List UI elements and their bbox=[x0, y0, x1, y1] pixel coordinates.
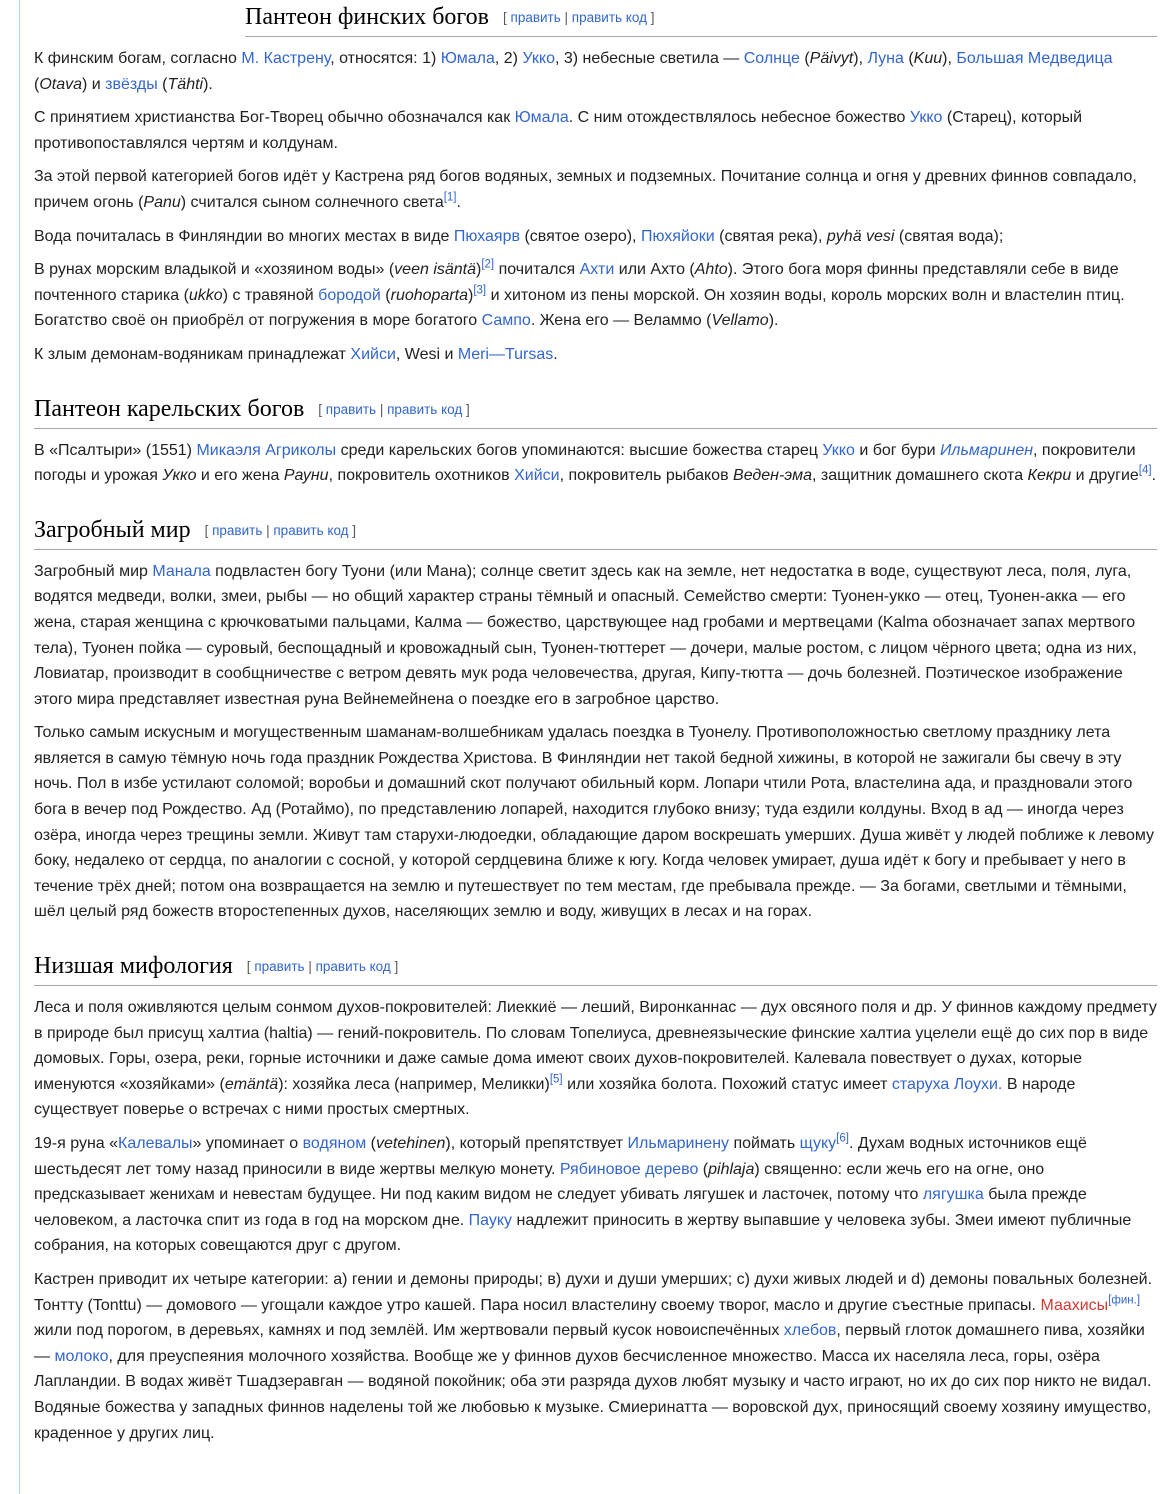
wiki-link[interactable]: Укко bbox=[909, 109, 943, 127]
foreign-term: Vellamo bbox=[711, 312, 769, 330]
foreign-term: Tähti bbox=[167, 75, 204, 93]
edit-bracket-open: [ bbox=[246, 959, 255, 975]
paragraph: К финским богам, согласно М. Кастрену, относятся: 1) Юмала, 2) Укко, 3) небесные светила — Солнце (Päivyt), Луна (Kuu), Большая Медведица (Otava) и звёзды (Tähti). bbox=[34, 50, 1113, 93]
edit-separator: | bbox=[376, 401, 388, 417]
paragraph: В рунах морским владыкой и «хозяином воды» (veen isäntä)[2] почитался Ахти или Ахто (Ahto). Этого бога моря финны представляли себе в виде почтенного старика (ukko) с травяной бородой (ruohoparta)[3] и хитоном из пены морской. Он хозяин воды, король морских волн и властелин птиц. Богатство своё он приобрёл от погружения в море богатого Сампо. Жена его — Веламмо (Vellamo). bbox=[34, 258, 1125, 330]
wiki-link[interactable]: Большая Медведица bbox=[956, 50, 1113, 67]
wiki-link[interactable]: Укко bbox=[522, 50, 555, 67]
reference-link[interactable]: [1] bbox=[443, 191, 457, 204]
foreign-term: vetehinen bbox=[376, 1135, 446, 1152]
wiki-link[interactable]: Калевалы bbox=[118, 1135, 193, 1152]
edit-link[interactable]: править bbox=[510, 10, 561, 25]
foreign-term: ruohoparta bbox=[390, 286, 469, 304]
edit-separator: | bbox=[304, 959, 316, 975]
wiki-link[interactable]: Юмала bbox=[514, 109, 569, 127]
wiki-link[interactable]: водяном bbox=[302, 1135, 367, 1152]
edit-separator: | bbox=[262, 522, 274, 538]
wiki-link[interactable]: Манала bbox=[152, 562, 211, 580]
foreign-term: Кекри bbox=[1027, 467, 1072, 485]
reference-link[interactable]: [3] bbox=[473, 284, 487, 297]
wiki-link[interactable]: Ильмаринен bbox=[939, 441, 1034, 459]
section-title: Пантеон карельских богов bbox=[34, 395, 305, 422]
section-title: Низшая мифология bbox=[34, 953, 233, 980]
reference-link[interactable]: [2] bbox=[481, 258, 495, 271]
wiki-link[interactable]: Хийси bbox=[514, 467, 560, 485]
section-title: Загробный мир bbox=[34, 516, 191, 543]
edit-bracket-close: ] bbox=[462, 401, 470, 417]
paragraph: С принятием христианства Бог-Творец обычно обозначался как Юмала. С ним отождествлялось небесное божество Укко (Старец), который противопоставлялся чертям и колдунам. bbox=[34, 109, 1083, 152]
wiki-link[interactable]: Луна bbox=[867, 50, 904, 67]
foreign-term: Укко bbox=[162, 467, 197, 485]
wiki-redlink[interactable]: Маахисы bbox=[1040, 1296, 1109, 1314]
wiki-link[interactable]: Укко bbox=[822, 441, 855, 459]
wiki-link[interactable]: Микаэля Агриколы bbox=[196, 441, 337, 459]
wiki-link[interactable]: щуку bbox=[799, 1135, 837, 1152]
paragraph: Леса и поля оживляются целым сонмом духов-покровителей: Лиеккиё — леший, Виронканнас — дух овсяного поля и др. У финнов каждому предмету в природе был присущ халтиа (haltia) — гений-покровитель. По словам Топелиуса, древнеязыческие финские халтиа уцелели ещё до сих пор в виде домовых. Горы, озера, реки, горные источники и даже самые дома имеют своих духов-покровителей. Калевала повествует о духах, которые именуются «хозяйками» (emäntä): хозяйка леса (например, Меликки)[5] или хозяйка болота. Похожий статус имеет старуха Лоухи. В народе существует поверье о встречах с ними простых смертных. bbox=[34, 999, 1157, 1119]
edit-code-link[interactable]: править код bbox=[315, 959, 391, 975]
wiki-link[interactable]: Ильмаринену bbox=[627, 1135, 730, 1152]
paragraph: Вода почиталась в Финляндии во многих местах в виде Пюхаярв (святое озеро), Пюхяйоки (святая река), pyhä vesi (святая вода); bbox=[34, 227, 1004, 245]
wiki-link[interactable]: Юмала bbox=[440, 50, 495, 67]
wiki-link[interactable]: Пюхяйоки bbox=[640, 227, 715, 245]
section-edit-links bbox=[247, 959, 398, 974]
wiki-link[interactable]: Пауку bbox=[468, 1211, 513, 1229]
edit-code-link[interactable]: править код bbox=[273, 522, 349, 538]
foreign-term: Panu bbox=[143, 193, 181, 211]
section-edit-links bbox=[318, 402, 469, 417]
wiki-link[interactable]: М. Кастрену bbox=[241, 50, 331, 67]
foreign-term: pihlaja bbox=[708, 1160, 755, 1178]
article-sections bbox=[34, 2, 1157, 1446]
reference-superscript bbox=[1139, 465, 1152, 477]
section-heading bbox=[245, 2, 1157, 37]
edit-link[interactable]: править bbox=[212, 522, 263, 538]
foreign-term: Kuu bbox=[913, 50, 943, 67]
edit-code-link[interactable]: править код bbox=[387, 401, 463, 417]
edit-separator: | bbox=[560, 10, 572, 25]
wiki-link[interactable]: Хийси bbox=[350, 345, 396, 363]
foreign-term: Otava bbox=[39, 75, 83, 93]
article-section bbox=[34, 2, 1157, 368]
wikipedia-article-content bbox=[19, 0, 1173, 1494]
article-section bbox=[34, 951, 1157, 1446]
section-edit-links bbox=[503, 10, 654, 25]
reference-superscript bbox=[481, 259, 494, 271]
wiki-link[interactable]: старуха Лоухи. bbox=[891, 1075, 1003, 1093]
paragraph: В «Псалтыри» (1551) Микаэля Агриколы среди карельских богов упоминаются: высшие божества старец Укко и бог бури Ильмаринен, покровители погоды и урожая Укко и его жена Рауни, покровитель охотников Хийси, покровитель рыбаков Веден-эма, защитник домашнего скота Кекри и другие[4]. bbox=[34, 441, 1157, 485]
wiki-link[interactable]: бородой bbox=[318, 286, 381, 304]
section-edit-links bbox=[205, 523, 356, 538]
paragraph: Загробный мир Манала подвластен богу Туони (или Мана); солнце светит здесь как на земле, нет недостатка в воде, существуют леса, поля, луга, водятся медведи, волки, змеи, рыбы — но общий характер страны тёмный и опасный. Семейство смерти: Туонен-укко — отец, Туонен-акка — его жена, старая женщина с крючковатыми пальцами, Калма — божество, царствующее над гробами и мертвецами (Kalma обозначает запах мертвого тела), Туонен пойка — суровый, беспощадный и кровожадный сын, Туонен-тюттерет — дочери, малые ростом, с лицом чёрного цвета; одна из них, Ловиатар, производит в сообщничестве с ветром девять мук рода человечества, другая, Кипу-тютта — дочь болезней. Поэтическое изображение этого мира представляет известная руна Вейнемейнена о поездке его в загробное царство. bbox=[34, 562, 1137, 708]
wiki-link[interactable]: лягушка bbox=[922, 1186, 984, 1204]
foreign-term: pyhä vesi bbox=[826, 227, 895, 245]
section-paragraphs bbox=[34, 559, 1157, 925]
wiki-link[interactable]: Meri—Tursas bbox=[457, 345, 554, 363]
wiki-link[interactable]: Ахти bbox=[579, 261, 615, 279]
edit-bracket-open: [ bbox=[204, 522, 213, 538]
foreign-term: ukko bbox=[188, 286, 223, 304]
wiki-link[interactable]: Сампо bbox=[481, 312, 531, 330]
foreign-term: Ahto bbox=[694, 261, 728, 279]
section-paragraphs bbox=[34, 995, 1157, 1446]
section-heading bbox=[34, 394, 1157, 429]
foreign-term: Päivyt bbox=[809, 50, 854, 67]
article-section bbox=[34, 515, 1157, 925]
wiki-link[interactable]: молоко bbox=[54, 1347, 109, 1365]
article-section bbox=[34, 394, 1157, 489]
reference-superscript bbox=[1108, 1294, 1140, 1306]
reference-superscript bbox=[473, 284, 486, 296]
wiki-link[interactable]: Солнце bbox=[743, 50, 800, 67]
foreign-term: Веден-эма bbox=[733, 467, 813, 485]
wiki-link[interactable]: хлебов bbox=[783, 1322, 837, 1340]
paragraph: К злым демонам-водяникам принадлежат Хийси, Wesi и Meri—Tursas. bbox=[34, 345, 558, 363]
section-title: Пантеон финских богов bbox=[245, 4, 489, 30]
wiki-link[interactable]: звёзды bbox=[105, 75, 158, 93]
foreign-term: Рауни bbox=[283, 467, 329, 485]
edit-link[interactable]: править bbox=[325, 401, 377, 417]
section-heading bbox=[34, 951, 1157, 986]
reference-superscript bbox=[444, 192, 457, 204]
foreign-term: emäntä bbox=[224, 1075, 279, 1093]
wiki-link[interactable]: Пюхаярв bbox=[453, 227, 520, 245]
paragraph: Только самым искусным и могущественным шаманам-волшебникам удалась поездка в Туонелу. Противоположностью светлому празднику лета является в самую тёмную ночь года праздник Рождества Христова. В Финляндии нет такой бедной хижины, в которой не зажигали бы свечу в эту ночь. Пол в избе устилают соломой; воробьи и домашний скот получают обильный корм. Лопари чтили Рота, властелина ада, и праздновали этого бога в вечер под Рождество. Ад (Ротаймо), по представлению лопарей, находится глубоко внизу; туда ездили колдуны. Вход в ад — иногда через озёра, иногда через трещины земли. Живут там старухи-людоедки, обладающие даром воскрешать умерших. Душа живёт у людей поближе к левому боку, недалеко от сердца, по аналогии с сосной, у которой сердцевина ближе к югу. Когда человек умирает, душа идёт к богу и пребывает у него в течение трёх дней; потом она возвращается на землю и путешествует по тем местам, где пребывала прежде. — За богами, светлыми и тёмными, шёл целый ряд божеств второстепенных духов, населяющих землю и воду, живущих в лесах и на горах. bbox=[34, 724, 1155, 921]
paragraph: Кастрен приводит их четыре категории: а) гении и демоны природы; в) духи и души умерших; с) духи живых людей и d) демоны повальных болезней. Тонтту (Tonttu) — домового — угощали каждое утро кашей. Пара носил властелину своему творог, масло и другие съестные припасы. Маахисы[фин.] жили под порогом, в деревьях, камнях и под землёй. Им жертвовали первый кусок новоиспечённых хлебов, первый глоток домашнего пива, хозяйки — молоко, для преуспеяния молочного хозяйства. Вообще же у финнов духов бесчисленное множество. Масса их населяла леса, горы, озёра Лапландии. В водах живёт Тшадзеравган — водяной покойник; оба эти разряда духов любят музыку и часто играют, но их до сих пор никто не видал. Водяные божества у западных финнов наделены той же любовью к музыке. Смиеринатта — воровской дух, приносящий своему хозяину имущество, краденное у других лиц. bbox=[34, 1270, 1153, 1442]
edit-bracket-close: ] bbox=[348, 522, 357, 538]
reference-link[interactable]: [фин.] bbox=[1108, 1294, 1141, 1307]
paragraph: За этой первой категорией богов идёт у Кастрена ряд богов водяных, земных и подземных. Почитание солнца и огня у древних финнов совпадало, причем огонь (Panu) считался сыном солнечного света[1]. bbox=[34, 168, 1137, 211]
edit-bracket-close: ] bbox=[390, 959, 399, 975]
reference-superscript bbox=[836, 1133, 849, 1145]
edit-code-link[interactable]: править код bbox=[571, 10, 647, 25]
edit-bracket-close: ] bbox=[646, 10, 655, 25]
reference-link[interactable]: [6] bbox=[836, 1132, 849, 1145]
reference-link[interactable]: [4] bbox=[1138, 464, 1152, 477]
section-heading bbox=[34, 515, 1157, 550]
wiki-link[interactable]: Рябиновое дерево bbox=[559, 1160, 699, 1178]
section-paragraphs bbox=[34, 46, 1157, 368]
edit-bracket-open: [ bbox=[503, 10, 511, 25]
section-paragraphs bbox=[34, 438, 1157, 489]
reference-superscript bbox=[550, 1073, 563, 1085]
edit-link[interactable]: править bbox=[254, 959, 305, 975]
foreign-term: veen isäntä bbox=[394, 261, 477, 279]
reference-link[interactable]: [5] bbox=[549, 1073, 563, 1086]
edit-bracket-open: [ bbox=[318, 401, 326, 417]
paragraph: 19-я руна «Калевалы» упоминает о водяном (vetehinen), который препятствует Ильмаринену поймать щуку[6]. Духам водных источников ещё шестьдесят лет тому назад приносили в виде жертвы мелкую монету. Рябиновое дерево (pihlaja) священно: если жечь его на огне, оно предсказывает женихам и невестам будущее. Ни под каким видом не следует убивать лягушек и ласточек, потому что лягушка была прежде человеком, а ласточка спит из года в год на морском дне. Пауку надлежит приносить в жертву выпавшие у человека зубы. Змеи имеют публичные собрания, на которых совещаются друг с другом. bbox=[34, 1132, 1132, 1255]
